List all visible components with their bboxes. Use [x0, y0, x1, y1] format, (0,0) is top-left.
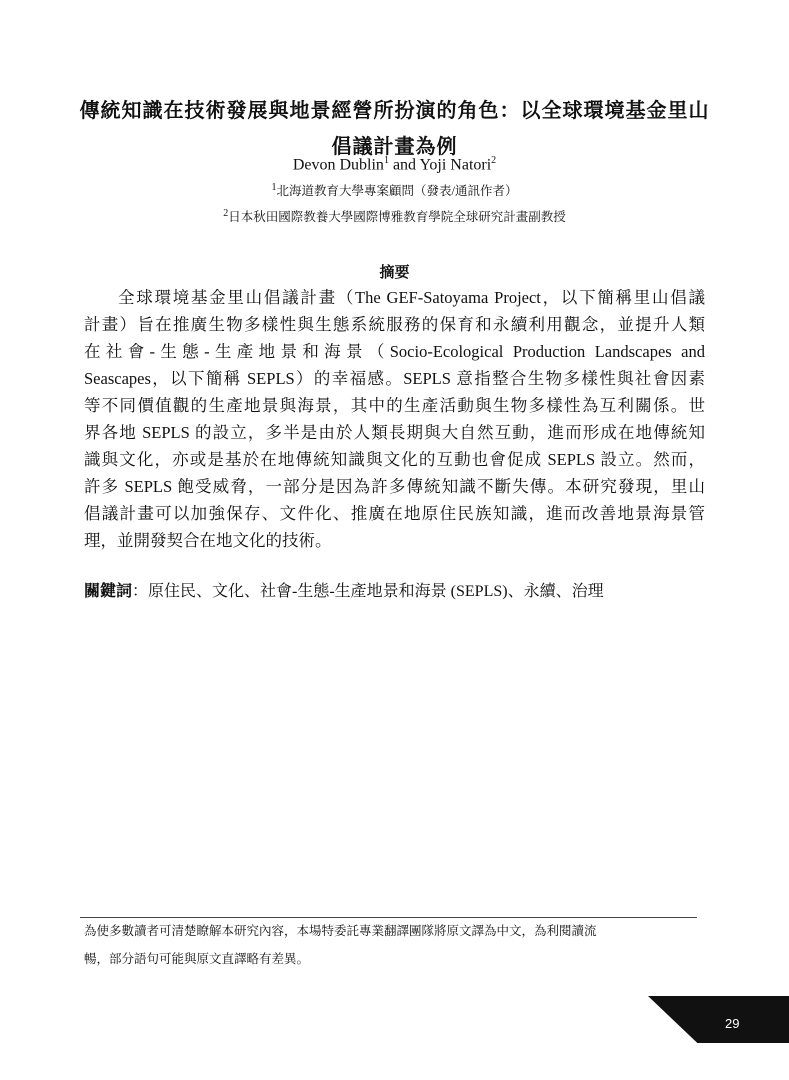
authors-and: and [388, 156, 420, 174]
abstract-line: 計畫）旨在推廣生物多樣性與生態系統服務的保育和永續利用觀念，並提升人類 [84, 315, 705, 334]
author-2: Yoji Natori [419, 156, 492, 174]
keywords-label: 關鍵詞 [84, 583, 133, 600]
author-1: Devon Dublin [292, 156, 384, 174]
paper-title-line-1: 傳統知識在技術發展與地景經營所扮演的角色：以全球環境基金里山 [79, 100, 710, 122]
abstract-line: 識與文化，亦或是基於在地傳統知識與文化的互動也會促成 SEPLS 設立。然而， [84, 450, 705, 469]
abstract-line: 在社會-生態-生產地景和海景（Socio-Ecological Production Landscapes and [84, 342, 705, 361]
affiliation-1 [0, 181, 789, 199]
abstract-line: 等不同價值觀的生產地景與海景，其中的生產活動與生物多樣性為互利關係。世 [84, 396, 705, 415]
abstract-line: 理，並開發契合在地文化的技術。 [84, 531, 332, 550]
keywords-text: ：原住民、文化、社會-生態-生產地景和海景 (SEPLS)、永續、治理 [132, 583, 604, 600]
abstract-line: 全球環境基金里山倡議計畫（The GEF-Satoyama Project，以下簡稱里山倡議 [118, 288, 705, 307]
abstract-heading: 摘要 [379, 265, 410, 281]
footnote-line-2: 暢，部分語句可能與原文直譯略有差異。 [84, 952, 310, 966]
footnote-divider [80, 917, 697, 918]
author-1-sup: 1 [383, 155, 389, 166]
affiliation-2-sup: 2 [223, 207, 229, 219]
abstract-line: Seascapes，以下簡稱 SEPLS）的幸福感。SEPLS 意指整合生物多樣性與社會因素 [84, 369, 705, 388]
abstract-line: 許多 SEPLS 飽受威脅，一部分是因為許多傳統知識不斷失傳。本研究發現，里山 [84, 477, 705, 496]
affiliation-1-text: 北海道教育大學專案顧問（發表/通訊作者） [276, 184, 518, 198]
affiliation-2-text: 日本秋田國際教養大學國際博雅教育學院全球研究計畫副教授 [228, 210, 566, 224]
affiliation-1-sup: 1 [271, 181, 277, 193]
author-2-sup: 2 [491, 155, 497, 166]
abstract-line: 界各地 SEPLS 的設立，多半是由於人類長期與大自然互動，進而形成在地傳統知 [84, 423, 705, 442]
abstract-line: 倡議計畫可以加強保存、文件化、推廣在地原住民族知識，進而改善地景海景管 [84, 504, 705, 523]
affiliation-2 [0, 207, 789, 225]
keywords [84, 578, 604, 601]
paper-title-line-2: 倡議計畫為例 [331, 136, 458, 158]
page-number-tab [648, 996, 789, 1043]
authors [0, 155, 789, 174]
page-number: 29 [725, 1016, 740, 1031]
footnote-line-1: 為使多數讀者可清楚瞭解本研究內容，本場特委託專業翻譯團隊將原文譯為中文，為利閱讀流 [84, 924, 597, 938]
